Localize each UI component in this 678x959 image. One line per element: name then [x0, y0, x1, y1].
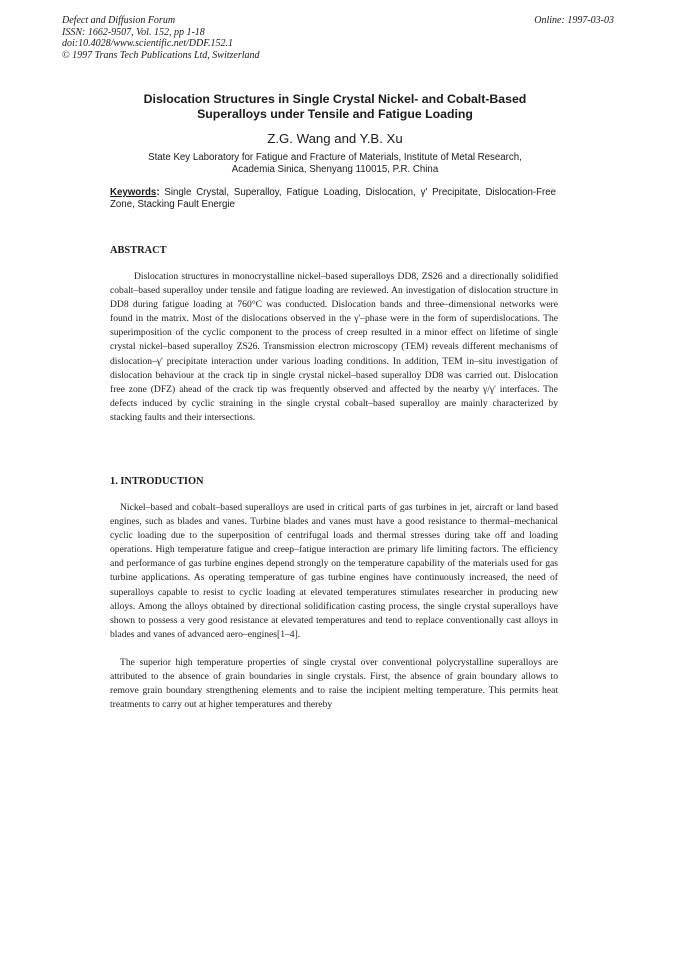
online-date: Online: 1997-03-03: [534, 15, 614, 26]
introduction-paragraph-1: Nickel–based and cobalt–based superalloys are used in critical parts of gas turbines in jet, aircraft or land based engines, such as blades and vanes. Turbine blades and vanes must have a good resistance to thermal–mechanical cyclic loading due to the superposition of centrifugal loads and thermal stresses during take off and loading operations. High temperature fatigue and creep–fatigue interaction are primary life limiting factors. The efficiency and performance of gas turbine engines depend strongly on the temperature capability of the materials used for gas turbine applications. As operating temperature of gas turbine engines have continuously increased, the need of superalloys capable to resist to cyclic loading at elevated temperatures stimulates researcher in producing new alloys. Among the alloys obtained by directional solidification casting process, the single crystal superalloys have shown to possess a very good resistance at elevated temperatures and tend to replace conventionally cast alloys in blades and vanes of advanced aero–engines[1–4].: [110, 502, 558, 640]
keywords-label: Keywords: [110, 187, 157, 198]
journal-header: [62, 15, 260, 61]
introduction-heading: 1. INTRODUCTION: [110, 476, 204, 487]
affiliation-line-2: Academia Sinica, Shenyang 110015, P.R. China: [231, 164, 439, 176]
journal-issn: ISSN: 1662-9507, Vol. 152, pp 1-18: [62, 26, 205, 38]
affiliation-line-1: State Key Laboratory for Fatigue and Fracture of Materials, Institute of Metal Research,: [148, 152, 522, 163]
author-affiliation: [110, 152, 560, 177]
introduction-paragraph-2: The superior high temperature properties of single crystal over conventional polycrystalline superalloys are attributed to the absence of grain boundaries in single crystals. First, the absence of grain boundary allows to remove grain boundary strengthening elements and to raise the incipient melting temperature. This permits heat treatments to carry out at higher temperatures and thereby: [110, 657, 558, 711]
abstract-text: Dislocation structures in monocrystalline nickel–based superalloys DD8, ZS26 and a directionally solidified cobalt–based superalloy under tensile and fatigue loading are reviewed. An investigation of dislocation structure in DD8 during fatigue loading at 760°C was conducted. Dislocation bands and three–dimensional networks were found in the matrix. Most of the dislocations observed in the γ'–phase were in the form of superdislocations. The superimposition of the cyclic component to the process of creep resulted in a minor effect on lifetime of single crystal nickel–based superalloy ZS26. Transmission electron microscopy (TEM) reveals different mechanisms of dislocation–γ' precipitate interaction under various loading conditions. In addition, TEM in–situ investigation of dislocation behaviour at the crack tip in single crystal nickel–based superalloy DD8 was carried out. Dislocation free zone (DFZ) ahead of the crack tip was frequently observed and affected by the nearby γ/γ' interfaces. The defects induced by cyclic straining in the single crystal cobalt–based superalloy are mainly characterized by stacking faults and their intersections.: [110, 271, 558, 423]
paper-title-line-1: Dislocation Structures in Single Crystal Nickel- and Cobalt-Based: [143, 92, 527, 106]
paper-title: [100, 92, 570, 121]
journal-doi[interactable]: doi:10.4028/www.scientific.net/DDF.152.1: [62, 38, 234, 50]
paper-title-line-2: Superalloys under Tensile and Fatigue Loading: [197, 106, 473, 121]
keywords-colon: :: [156, 187, 160, 198]
keywords-text: Single Crystal, Superalloy, Fatigue Loading, Dislocation, γ' Precipitate, Dislocation-Free Zone, Stacking Fault Energie: [110, 187, 556, 211]
journal-name: Defect and Diffusion Forum: [62, 15, 176, 26]
journal-copyright: © 1997 Trans Tech Publications Ltd, Switzerland: [62, 49, 260, 61]
keywords-block: [110, 187, 556, 212]
paper-authors: Z.G. Wang and Y.B. Xu: [267, 131, 403, 146]
abstract-heading: ABSTRACT: [110, 245, 167, 256]
